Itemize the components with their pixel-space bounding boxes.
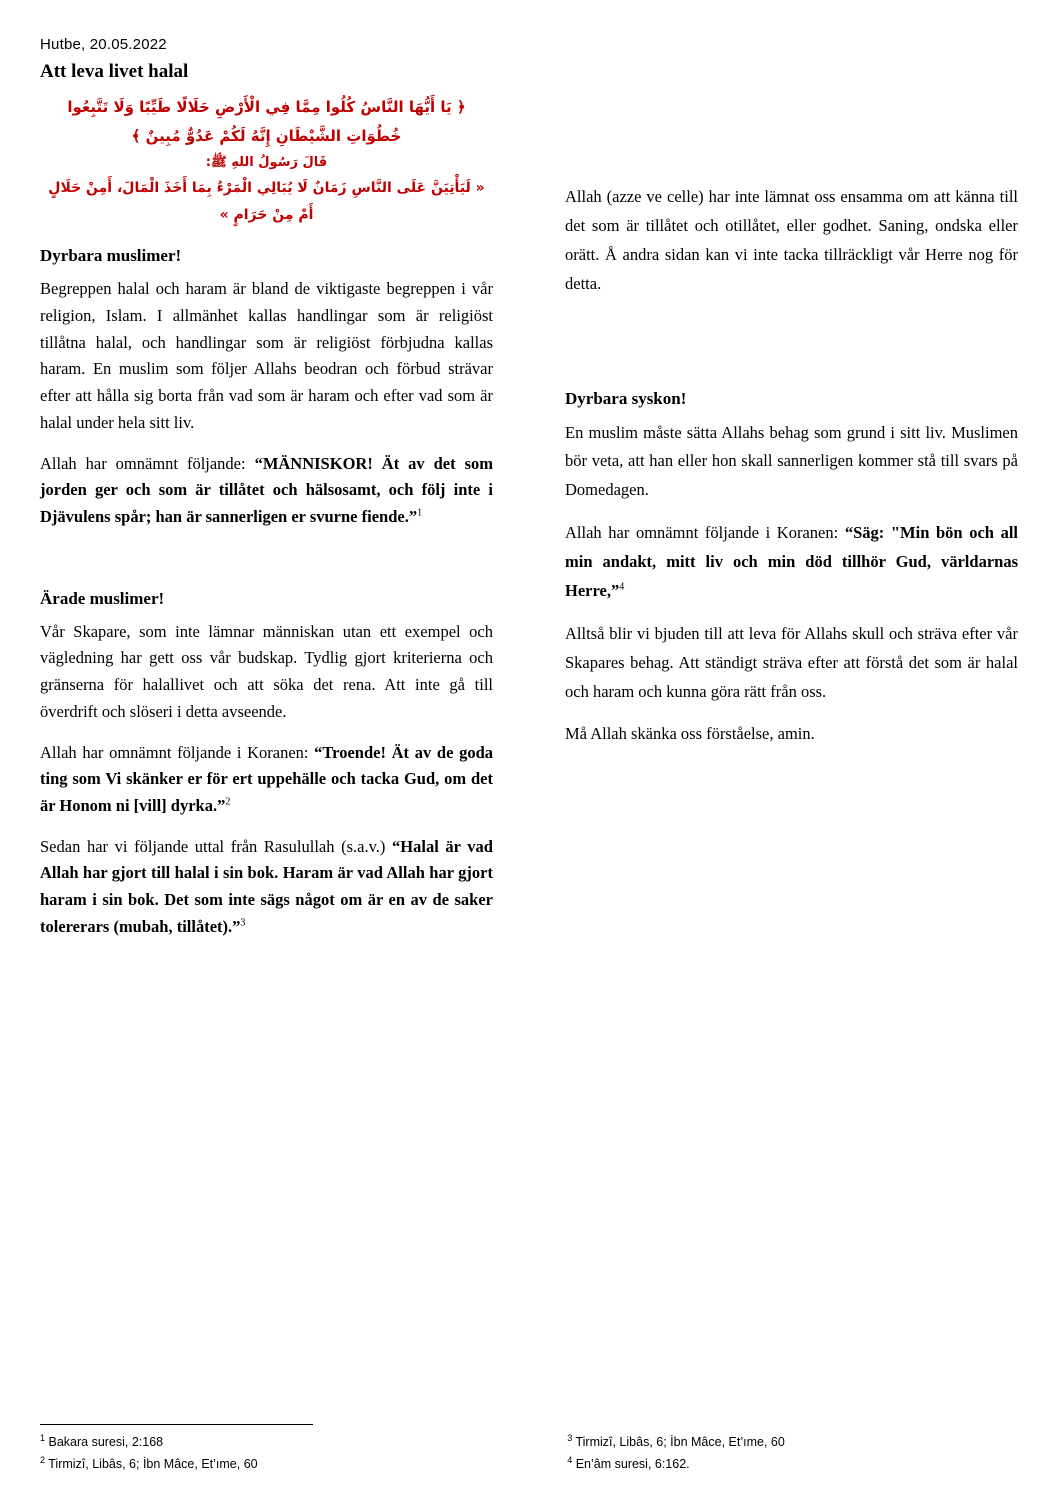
footnote-right-1-text: Tirmizî, Libâs, 6; İbn Mâce, Et’ıme, 60 [572, 1435, 785, 1450]
left-paragraph-4 [40, 740, 493, 820]
footnote-ref-4: 4 [619, 581, 625, 593]
footnote-left-2-text: Tirmizî, Libâs, 6; İbn Mâce, Et’ıme, 60 [45, 1457, 258, 1472]
footnote-left-2-marker: 2 [40, 1455, 46, 1466]
right-paragraph-5: Må Allah skänka oss förståelse, amin. [565, 724, 815, 744]
right-paragraph-3-quote: “Säg: "Min bön och all min andakt, mitt liv och min död tillhör Gud, världarnas Herre,” [565, 523, 1019, 600]
footnote-right-1 [567, 1431, 1018, 1453]
footnotes-right [567, 1424, 1018, 1475]
left-paragraph-2 [40, 451, 493, 531]
arabic-hadith-intro: قَالَ رَسُولُ اللهِ ﷺ: [205, 155, 328, 170]
footnote-left-2 [40, 1453, 313, 1475]
right-paragraph-1: Allah (azze ve celle) har inte lämnat oss ensamma om att känna till det som är tillåtet och otillåtet, eller godhet. Saning, ondska eller orätt. Å andra sidan kan vi inte tacka tillräckligt vår Herre nog för detta. [565, 187, 1018, 293]
left-paragraph-5-quote: “Halal är vad Allah har gjort till halal i sin bok. Haram är vad Allah har gjort haram i sin bok. Det som inte sägs något om är en av de saker tolererars (mubah, tillåtet).” [40, 836, 493, 936]
footnote-ref-3: 3 [240, 917, 246, 929]
footnote-ref-1: 1 [417, 507, 423, 519]
footnote-right-2-marker: 4 [567, 1455, 573, 1466]
left-column [40, 91, 493, 955]
footnotes-left [40, 1424, 313, 1475]
left-paragraph-3: Vår Skapare, som inte lämnar människan utan ett exempel och vägledning har gett oss vår budskap. Tydlig gjort kriterierna och gränserna för halallivet och att söka det rena. Att inte gå till överdrift och slöseri i detta avseende. [40, 621, 493, 721]
footnote-left-1-text: Bakara suresi, 2:168 [45, 1435, 164, 1450]
left-heading-2: Ärade muslimer! [40, 588, 165, 608]
two-column-body [40, 91, 1018, 955]
left-paragraph-2-quote: “MÄNNISKOR! Ät av det som jorden ger och som är tillåtet och hälsosamt, och följ inte i Djävulens spår; han är sannerligen er svurne fiende.” [40, 453, 493, 526]
right-paragraph-4: Alltså blir vi bjuden till att leva för Allahs skull och sträva efter vår Skapares behag. Att ständigt sträva efter att förstå det som är halal och haram och kunna göra rätt från oss. [565, 623, 1018, 701]
arabic-quran-verse: ﴿ يَا أَيُّهَا النَّاسُ كُلُوا مِمَّا فِي الْأَرْضِ حَلَالًا طَيِّبًا وَلَا تَتَّبِعُوا خُطُوَاتِ الشَّيْطَانِ إِنَّهُ لَكُمْ عَدُوٌّ مُبِينٌ ﴾ [67, 98, 466, 145]
left-paragraph-5-plain: Sedan har vi följande uttal från Rasulullah (s.a.v.) [40, 836, 393, 856]
footnote-left-1 [40, 1431, 313, 1453]
footnotes-area [40, 1424, 1018, 1475]
arabic-hadith: « لَيَأْتِيَنَّ عَلَى النَّاسِ زَمَانٌ لَا يُبَالِي الْمَرْءُ بِمَا أَخَذَ الْمَالَ، أَمِنْ حَلَالٍ أَمْ مِنْ حَرَامٍ » [48, 180, 485, 223]
left-paragraph-5 [40, 834, 493, 941]
right-column [565, 91, 1018, 763]
left-paragraph-4-quote: “Troende! Ät av de goda ting som Vi skänker er för ert uppehälle och tacka Gud, om det är Honom ni [vill] dyrka.” [40, 742, 494, 815]
left-paragraph-2-plain: Allah har omnämnt följande: [40, 453, 255, 473]
right-paragraph-3 [565, 519, 1018, 606]
left-paragraph-4-plain: Allah har omnämnt följande i Koranen: [40, 742, 315, 762]
footnote-right-2 [567, 1453, 1018, 1475]
footnote-right-2-text: En’âm suresi, 6:162. [572, 1457, 690, 1472]
right-paragraph-2: En muslim måste sätta Allahs behag som grund i sitt liv. Muslimen bör veta, att han eller hon skall sannerligen kommer stå till svars på Domedagen. [565, 422, 1018, 500]
footnote-ref-2: 2 [225, 796, 231, 808]
footnote-left-1-marker: 1 [40, 1433, 46, 1444]
khutbah-date-label: Hutbe, 20.05.2022 [40, 36, 167, 53]
footnote-right-1-marker: 3 [567, 1433, 573, 1444]
page-title: Att leva livet halal [40, 61, 189, 82]
left-heading-1: Dyrbara muslimer! [40, 246, 182, 266]
right-paragraph-3-plain: Allah har omnämnt följande i Koranen: [565, 523, 845, 543]
left-paragraph-1: Begreppen halal och haram är bland de viktigaste begreppen i vår religion, Islam. I allmänhet kallas handlingar som är religiöst tillåtna halal, och handlingar som är religiöst förbjudna kallas haram. En muslim som följer Allahs beodran och förbud strävar efter att hålla sig borta från vad som är haram och efter vad som är halal under hela sitt liv. [40, 279, 493, 432]
right-heading-1: Dyrbara syskon! [565, 388, 687, 408]
